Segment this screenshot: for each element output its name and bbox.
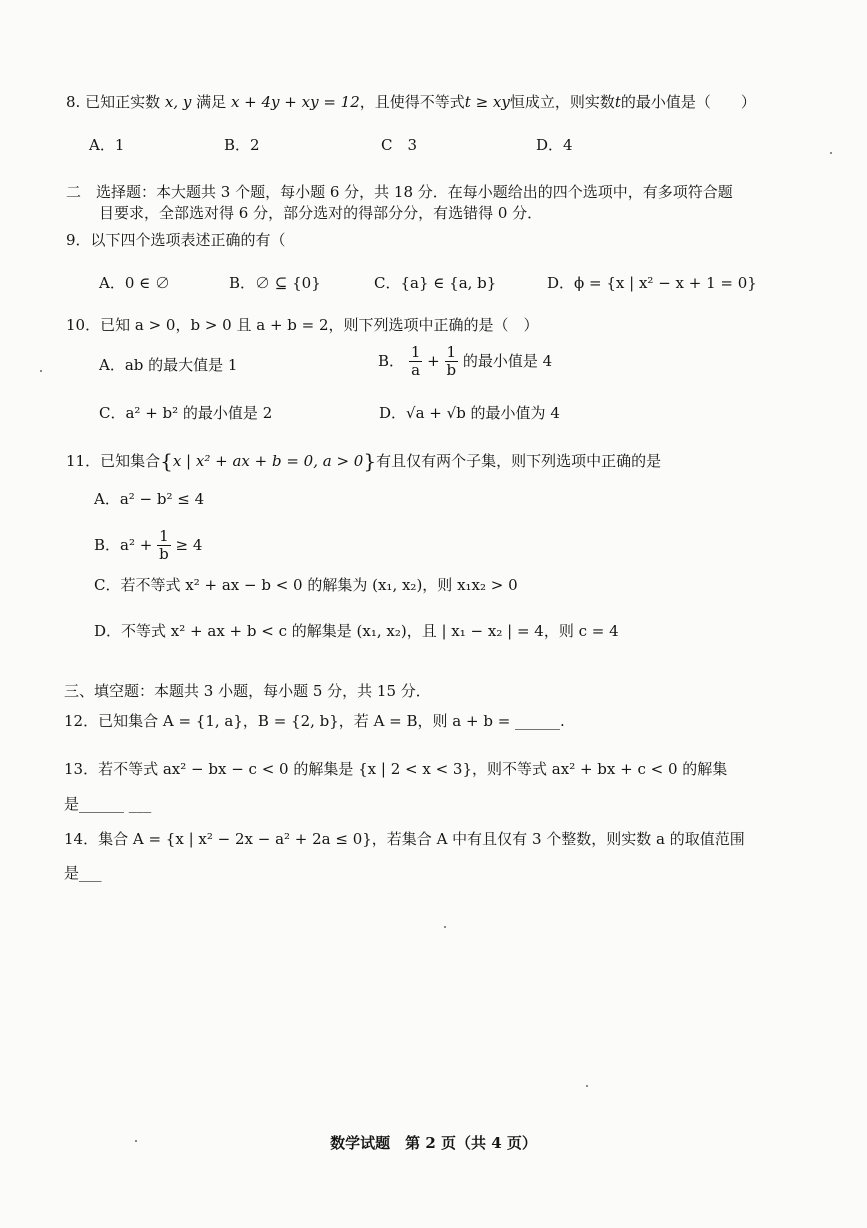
fraction-numerator: 1 bbox=[410, 343, 421, 361]
q9-option-d: D．ϕ = {x | x² − x + 1 = 0} bbox=[547, 274, 757, 292]
q8-text-c: ，且使得不等式 bbox=[359, 93, 465, 111]
q9-option-c: C．{a} ∈ {a, b} bbox=[374, 274, 497, 292]
q8-vars: x, y bbox=[164, 93, 192, 111]
q11-option-c: C．若不等式 x² + ax − b < 0 的解集为 (x₁, x₂)，则 x₁x₂ > 0 bbox=[94, 576, 518, 594]
q8-option-b: B．2 bbox=[224, 136, 260, 154]
q8-option-a: A．1 bbox=[89, 136, 125, 154]
left-brace-icon: { bbox=[160, 449, 173, 473]
scan-speck bbox=[40, 370, 42, 372]
fraction-numerator: 1 bbox=[157, 528, 171, 546]
q11-option-b-rest: ≥ 4 bbox=[175, 535, 203, 554]
q11-tail: 有且仅有两个子集，则下列选项中正确的是 bbox=[376, 452, 662, 470]
question-12: 12．已知集合 A = {1, a}，B = {2, b}，若 A = B，则 a + b = ______. bbox=[64, 712, 565, 730]
right-brace-icon: } bbox=[363, 449, 377, 473]
q8-option-c: C 3 bbox=[381, 136, 418, 154]
q8-number: 8. bbox=[66, 93, 81, 111]
q10-plus-sign: + bbox=[427, 351, 440, 370]
q8-text-b: 满足 bbox=[196, 93, 227, 111]
q10-option-b bbox=[378, 344, 552, 380]
q8-text-d: 恒成立，则实数 bbox=[509, 93, 615, 111]
page-footer: 数学试题 第 2 页（共 4 页） bbox=[330, 1134, 537, 1152]
scan-speck bbox=[135, 1140, 137, 1142]
q8-equation: x + 4y + xy = 12 bbox=[230, 93, 360, 111]
scan-speck bbox=[586, 1085, 588, 1087]
question-14-line-1: 14．集合 A = {x | x² − 2x − a² + 2a ≤ 0}，若集合 A 中有且仅有 3 个整数，则实数 a 的取值范围 bbox=[64, 830, 745, 848]
q9-option-a: A．0 ∈ ∅ bbox=[99, 274, 171, 292]
section-3-heading: 三、填空题：本题共 3 小题，每小题 5 分，共 15 分． bbox=[64, 682, 431, 700]
q10-option-a: A．ab 的最大值是 1 bbox=[99, 356, 238, 374]
question-9-stem: 9．以下四个选项表述正确的有（ bbox=[66, 231, 286, 249]
q11-option-a: A．a² − b² ≤ 4 bbox=[94, 490, 205, 508]
q10-option-c: C．a² + b² 的最小值是 2 bbox=[99, 404, 273, 422]
q8-text-a: 已知正实数 bbox=[85, 93, 161, 111]
scan-speck bbox=[444, 926, 446, 928]
q8-option-d: D．4 bbox=[536, 136, 573, 154]
fraction-numerator: 1 bbox=[445, 344, 459, 362]
question-8-stem bbox=[66, 95, 756, 110]
question-14-line-2: 是___ bbox=[64, 864, 102, 882]
q10-option-b-rest: 的最小值是 4 bbox=[462, 351, 553, 370]
q8-text-e: 的最小值是（ ） bbox=[620, 93, 756, 111]
q9-option-b: B．∅ ⊆ {0} bbox=[229, 274, 321, 292]
q10-option-d: D．√a + √b 的最小值为 4 bbox=[379, 404, 560, 422]
q10-option-b-label: B． bbox=[378, 351, 405, 370]
q11-option-b bbox=[94, 528, 202, 564]
section-2-heading-line-2: 目要求，全部选对得 6 分，部分选对的得部分分，有选错得 0 分． bbox=[99, 204, 543, 222]
question-10-stem: 10．已知 a > 0，b > 0 且 a + b = 2，则下列选项中正确的是（ ） bbox=[66, 316, 539, 334]
q8-inequality: t ≥ xy bbox=[464, 93, 510, 111]
question-13-line-1: 13．若不等式 ax² − bx − c < 0 的解集是 {x | 2 < x < 3}，则不等式 ax² + bx + c < 0 的解集 bbox=[64, 760, 728, 778]
q11-option-b-label: B．a² + bbox=[94, 535, 153, 554]
fraction-denominator: b bbox=[159, 545, 169, 564]
q8-var-t: t bbox=[614, 93, 621, 111]
fraction-denominator: a bbox=[411, 361, 421, 380]
q11-set: x | x² + ax + b = 0, a > 0 bbox=[172, 452, 364, 470]
q10-fraction-1-over-b bbox=[445, 344, 459, 380]
section-2-heading-line-1: 二 选择题：本大题共 3 个题，每小题 6 分，共 18 分．在每小题给出的四个选项中，有多项符合题 bbox=[66, 183, 733, 201]
q11-option-d: D．不等式 x² + ax + b < c 的解集是 (x₁, x₂)，且 | x₁ − x₂ | = 4，则 c = 4 bbox=[94, 622, 619, 640]
question-13-line-2: 是______ ___ bbox=[64, 795, 152, 813]
q11-fraction-1-over-b bbox=[157, 528, 171, 564]
q10-fraction-1-over-a bbox=[409, 344, 423, 380]
q11-number: 11．已知集合 bbox=[66, 452, 161, 470]
fraction-denominator: b bbox=[446, 361, 457, 380]
question-11-stem bbox=[66, 451, 661, 471]
scan-speck bbox=[830, 152, 832, 154]
